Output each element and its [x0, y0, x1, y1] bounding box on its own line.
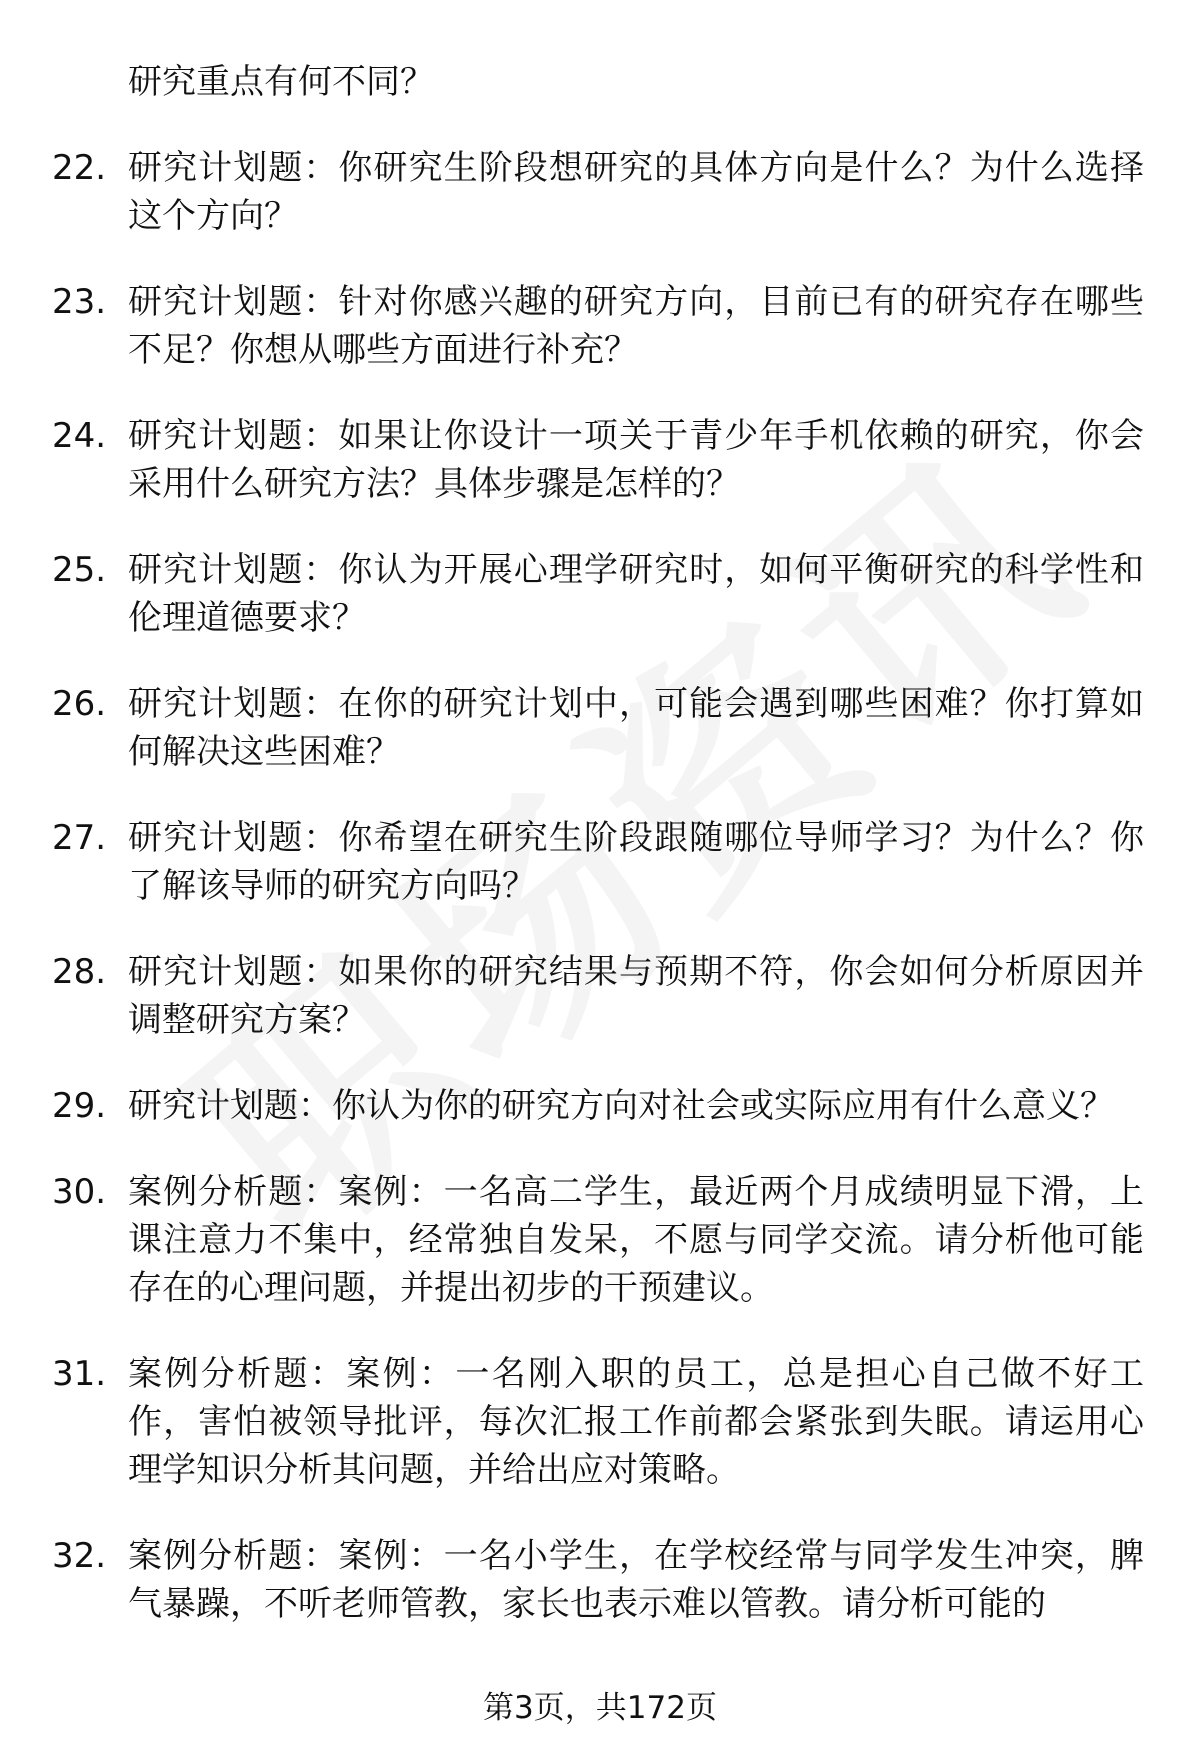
item-text: 研究计划题：你希望在研究生阶段跟随哪位导师学习？为什么？你了解该导师的研究方向吗？: [128, 818, 1144, 906]
list-item: [52, 546, 1144, 642]
item-text: 研究计划题：针对你感兴趣的研究方向，目前已有的研究存在哪些不足？你想从哪些方面进行补充？: [128, 282, 1144, 370]
list-item: [52, 1350, 1144, 1494]
list-item: [52, 1532, 1144, 1628]
list-item: [52, 814, 1144, 910]
item-number: 27.: [52, 818, 107, 858]
list-item: [52, 948, 1144, 1044]
item-text: 研究计划题：你研究生阶段想研究的具体方向是什么？为什么选择这个方向？: [128, 148, 1144, 236]
item-text: 研究计划题：你认为开展心理学研究时，如何平衡研究的科学性和伦理道德要求？: [128, 550, 1144, 638]
item-number: 24.: [52, 416, 107, 456]
item-number: 30.: [52, 1172, 107, 1212]
page-footer: 第3页，共172页: [483, 1690, 717, 1726]
item-number: 23.: [52, 282, 107, 322]
item-text: 案例分析题：案例：一名小学生，在学校经常与同学发生冲突，脾气暴躁，不听老师管教，家长也表示难以管教。请分析可能的: [128, 1536, 1144, 1624]
list-item: [52, 278, 1144, 374]
question-list: [52, 58, 1144, 1666]
item-text: 研究计划题：如果你的研究结果与预期不符，你会如何分析原因并调整研究方案？: [128, 952, 1144, 1040]
list-item: [52, 1168, 1144, 1312]
item-number: 25.: [52, 550, 107, 590]
item-number: 26.: [52, 684, 107, 724]
continuation-text: 研究重点有何不同？: [128, 62, 434, 102]
item-text: 案例分析题：案例：一名刚入职的员工，总是担心自己做不好工作，害怕被领导批评，每次汇报工作前都会紧张到失眠。请运用心理学知识分析其问题，并给出应对策略。: [128, 1354, 1144, 1490]
item-number: 32.: [52, 1536, 107, 1576]
list-item: [52, 1082, 1144, 1130]
item-number: 22.: [52, 148, 107, 188]
item-number: 31.: [52, 1354, 107, 1394]
item-text: 研究计划题：在你的研究计划中，可能会遇到哪些困难？你打算如何解决这些困难？: [128, 684, 1144, 772]
item-text: 案例分析题：案例：一名高二学生，最近两个月成绩明显下滑，上课注意力不集中，经常独自发呆，不愿与同学交流。请分析他可能存在的心理问题，并提出初步的干预建议。: [128, 1172, 1144, 1308]
list-item: [52, 680, 1144, 776]
list-item: [52, 412, 1144, 508]
item-number: 29.: [52, 1086, 107, 1126]
item-text: 研究计划题：你认为你的研究方向对社会或实际应用有什么意义？: [128, 1086, 1114, 1126]
item-text: 研究计划题：如果让你设计一项关于青少年手机依赖的研究，你会采用什么研究方法？具体步骤是怎样的？: [128, 416, 1144, 504]
item-number: 28.: [52, 952, 107, 992]
list-item: [52, 144, 1144, 240]
